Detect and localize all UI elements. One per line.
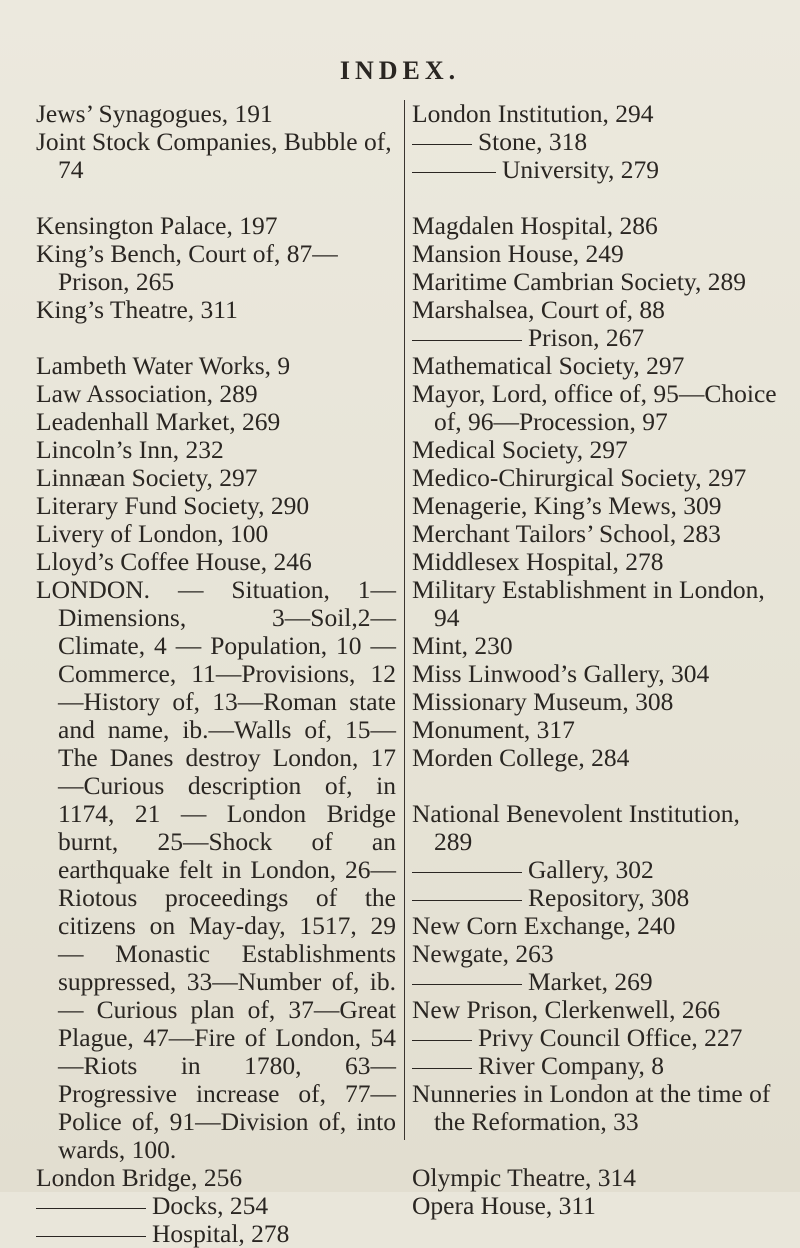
index-subentry — [412, 1024, 778, 1052]
index-entry: New Corn Exchange, 240 — [412, 911, 676, 940]
index-entry: Mayor, Lord, office of, 95—Choice of, 96—Procession, 97 — [412, 379, 777, 436]
subentry-text: Repository, 308 — [528, 883, 690, 912]
index-entry: Middlesex Hospital, 278 — [412, 547, 664, 576]
index-entry: Lloyd’s Coffee House, 246 — [36, 547, 312, 576]
index-entry: King’s Bench, Court of, 87— Prison, 265 — [36, 239, 338, 296]
index-entry: Literary Fund Society, 290 — [36, 491, 310, 520]
subentry-text: Docks, 254 — [152, 1191, 269, 1220]
index-subentry — [412, 884, 778, 912]
subentry-text: Privy Council Office, 227 — [478, 1023, 743, 1052]
subentry-text: University, 279 — [502, 155, 659, 184]
ditto-rule — [412, 1068, 472, 1069]
subentry-text: Gallery, 302 — [528, 855, 654, 884]
index-subentry — [36, 1192, 396, 1220]
right-column — [412, 100, 778, 1220]
index-subentry — [412, 128, 778, 156]
index-entry: Jews’ Synagogues, 191 — [36, 99, 273, 128]
index-entry: Medico-Chirurgical Society, 297 — [412, 463, 747, 492]
page-heading: INDEX. — [339, 56, 461, 85]
index-entry: Medical Society, 297 — [412, 435, 628, 464]
index-entry: Missionary Museum, 308 — [412, 687, 674, 716]
subentry-text: Stone, 318 — [478, 127, 588, 156]
index-subentry — [36, 1220, 396, 1248]
index-subentry — [412, 324, 778, 352]
index-entry: Marshalsea, Court of, 88 — [412, 295, 665, 324]
index-entry: Morden College, 284 — [412, 743, 630, 772]
index-entry: Maritime Cambrian Society, 289 — [412, 267, 747, 296]
subentry-text: Market, 269 — [528, 967, 653, 996]
index-entry: King’s Theatre, 311 — [36, 295, 238, 324]
index-entry: Linnæan Society, 297 — [36, 463, 258, 492]
index-entry: New Prison, Clerkenwell, 266 — [412, 995, 721, 1024]
subentry-text: Hospital, 278 — [152, 1219, 290, 1248]
ditto-rule — [36, 1208, 146, 1209]
index-entry: Merchant Tailors’ School, 283 — [412, 519, 721, 548]
index-entry: Magdalen Hospital, 286 — [412, 211, 658, 240]
index-subentry — [412, 1052, 778, 1080]
index-entry: London Bridge, 256 — [36, 1163, 243, 1192]
index-subentry — [412, 856, 778, 884]
column-divider — [404, 100, 405, 1140]
index-entry: Monument, 317 — [412, 715, 575, 744]
index-entry: Mathematical Society, 297 — [412, 351, 685, 380]
ditto-rule — [412, 984, 522, 985]
index-entry: Lincoln’s Inn, 232 — [36, 435, 224, 464]
index-subentry — [412, 968, 778, 996]
index-entry: Law Association, 289 — [36, 379, 258, 408]
index-entry: Lambeth Water Works, 9 — [36, 351, 291, 380]
subentry-text: Prison, 267 — [528, 323, 645, 352]
index-entry: Olympic Theatre, 314 — [412, 1163, 637, 1192]
index-entry: Military Establishment in London, 94 — [412, 575, 765, 632]
index-entry: Mansion House, 249 — [412, 239, 624, 268]
ditto-rule — [412, 144, 472, 145]
index-entry: Livery of London, 100 — [36, 519, 269, 548]
ditto-rule — [412, 172, 496, 173]
index-entry: Nunneries in London at the time of the Reformation, 33 — [412, 1079, 771, 1136]
index-entry: National Benevolent Institution, 289 — [412, 799, 740, 856]
index-entry-london: LONDON. — Situation, 1—Dimensions, 3—Soil,2—Climate, 4 — Population, 10 — Commerce, 11—Provisions, 12—History of, 13—Roman state and name, ib.—Walls of, 15—The Danes destroy London, 17—Curious description of, in 1174, 21 — London Bridge burnt, 25—Shock of an earthquake felt in London, 26—Riotous proceedings of the citizens on May-day, 1517, 29 — Monastic Establishments suppressed, 33—Number of, ib.— Curious plan of, 37—Great Plague, 47—Fire of London, 54—Riots in 1780, 63—Progressive increase of, 77—Police of, 91—Division of, into wards, 100. — [36, 575, 396, 1164]
index-entry: Miss Linwood’s Gallery, 304 — [412, 659, 710, 688]
ditto-rule — [412, 872, 522, 873]
index-subentry — [412, 156, 778, 184]
ditto-rule — [412, 340, 522, 341]
subentry-text: River Company, 8 — [478, 1051, 665, 1080]
ditto-rule — [36, 1236, 146, 1237]
ditto-rule — [412, 1040, 472, 1041]
index-entry: Opera House, 311 — [412, 1191, 596, 1220]
index-entry: London Institution, 294 — [412, 99, 654, 128]
index-entry: Menagerie, King’s Mews, 309 — [412, 491, 722, 520]
index-entry: Newgate, 263 — [412, 939, 554, 968]
index-entry: Joint Stock Companies, Bubble of, 74 — [36, 127, 392, 184]
index-entry: Mint, 230 — [412, 631, 513, 660]
index-entry: Leadenhall Market, 269 — [36, 407, 281, 436]
left-column — [36, 100, 396, 1248]
ditto-rule — [412, 900, 522, 901]
index-entry: Kensington Palace, 197 — [36, 211, 278, 240]
